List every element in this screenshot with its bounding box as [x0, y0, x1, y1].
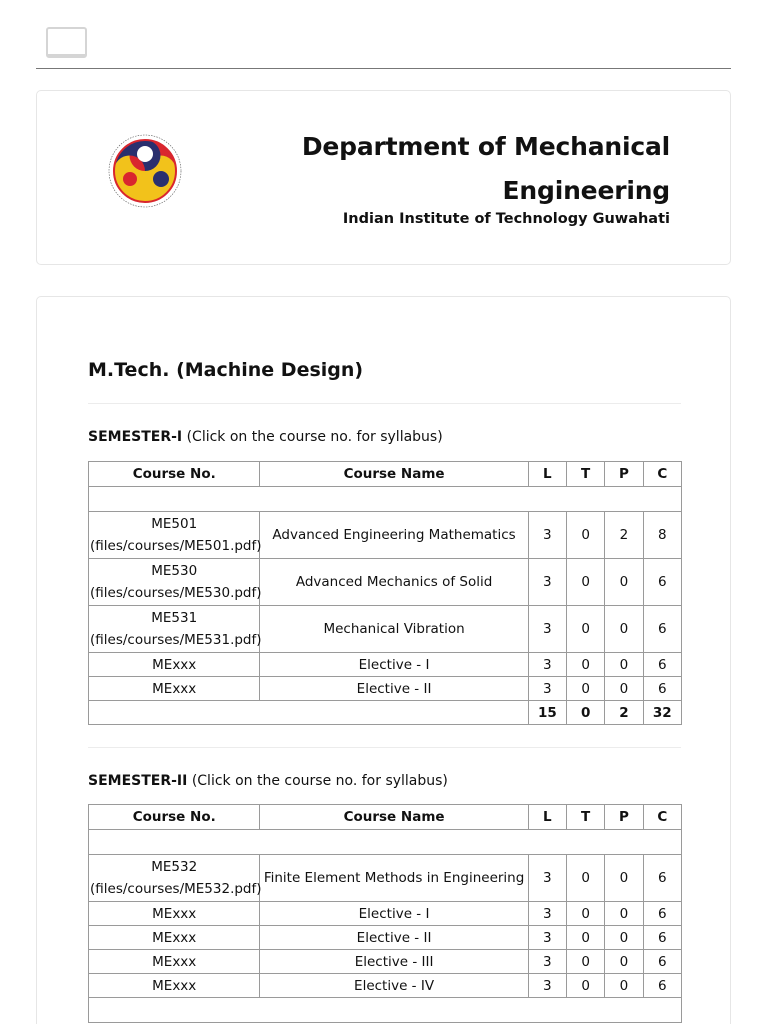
credit-cell: 6 [643, 677, 681, 701]
table-spacer-row [89, 998, 682, 1023]
semester-2-heading [88, 773, 448, 789]
course-name-cell: Advanced Engineering Mathematics [260, 512, 528, 559]
course-no-cell[interactable] [89, 559, 260, 606]
semester-2-table [88, 804, 682, 1023]
practical-cell: 0 [605, 677, 643, 701]
practical-cell: 0 [605, 606, 643, 653]
syllabus-link[interactable]: (files/courses/ME531.pdf) [90, 632, 262, 648]
course-row [89, 559, 682, 606]
course-no-cell [89, 926, 260, 950]
course-no-cell [89, 902, 260, 926]
table-header-row [89, 462, 682, 487]
tutorial-cell: 0 [567, 926, 605, 950]
credit-cell: 6 [643, 855, 681, 902]
total-lecture-cell: 15 [528, 701, 566, 725]
course-code[interactable]: ME531 [151, 610, 198, 626]
lecture-cell: 3 [528, 855, 566, 902]
tutorial-cell: 0 [567, 974, 605, 998]
course-name-cell: Elective - II [260, 926, 528, 950]
lecture-cell: 3 [528, 677, 566, 701]
lecture-cell: 3 [528, 902, 566, 926]
credit-cell: 6 [643, 926, 681, 950]
table-header-row [89, 805, 682, 830]
course-name-header: Course Name [260, 805, 528, 830]
syllabus-link[interactable]: (files/courses/ME530.pdf) [90, 585, 262, 601]
course-no-header: Course No. [89, 462, 260, 487]
header-divider [36, 68, 731, 69]
total-row [89, 701, 682, 725]
table-spacer-row [89, 830, 682, 855]
course-no-cell[interactable] [89, 512, 260, 559]
semester-1-heading [88, 429, 443, 445]
course-row [89, 902, 682, 926]
course-row [89, 677, 682, 701]
curriculum-card [36, 296, 731, 1024]
course-name-cell: Advanced Mechanics of Solid [260, 559, 528, 606]
lecture-cell: 3 [528, 559, 566, 606]
lecture-cell: 3 [528, 653, 566, 677]
lecture-cell: 3 [528, 974, 566, 998]
credit-header: C [643, 462, 681, 487]
iitg-logo-icon [95, 121, 195, 221]
course-row [89, 653, 682, 677]
tutorial-header: T [567, 462, 605, 487]
table-spacer-row [89, 487, 682, 512]
tutorial-cell: 0 [567, 606, 605, 653]
course-code: MExxx [152, 905, 197, 922]
course-row [89, 974, 682, 998]
tutorial-cell: 0 [567, 855, 605, 902]
credit-cell: 6 [643, 606, 681, 653]
course-code[interactable]: ME532 [151, 859, 198, 875]
semester-1-label: SEMESTER-I [88, 429, 183, 445]
semester-1-note: (Click on the course no. for syllabus) [186, 429, 443, 445]
tutorial-cell: 0 [567, 559, 605, 606]
institute-name: Indian Institute of Technology Guwahati [342, 211, 670, 227]
course-row [89, 950, 682, 974]
lecture-cell: 3 [528, 950, 566, 974]
course-no-header: Course No. [89, 805, 260, 830]
spacer-cell [89, 998, 682, 1023]
tutorial-cell: 0 [567, 950, 605, 974]
course-no-cell [89, 974, 260, 998]
course-no-cell [89, 653, 260, 677]
credit-header: C [643, 805, 681, 830]
total-label-cell [89, 701, 529, 725]
total-credit-cell: 32 [643, 701, 681, 725]
course-name-cell: Elective - I [260, 653, 528, 677]
credit-cell: 6 [643, 653, 681, 677]
tutorial-cell: 0 [567, 653, 605, 677]
practical-cell: 0 [605, 559, 643, 606]
practical-cell: 0 [605, 974, 643, 998]
course-name-cell: Elective - III [260, 950, 528, 974]
practical-cell: 0 [605, 653, 643, 677]
total-tutorial-cell: 0 [567, 701, 605, 725]
department-header [36, 90, 731, 265]
course-code: MExxx [152, 680, 197, 697]
course-code: MExxx [152, 656, 197, 673]
course-code[interactable]: ME501 [151, 516, 198, 532]
course-row [89, 512, 682, 559]
course-name-cell: Finite Element Methods in Engineering [260, 855, 528, 902]
course-no-cell[interactable] [89, 606, 260, 653]
course-name-cell: Elective - II [260, 677, 528, 701]
lecture-header: L [528, 805, 566, 830]
tutorial-cell: 0 [567, 677, 605, 701]
practical-cell: 0 [605, 926, 643, 950]
practical-header: P [605, 805, 643, 830]
course-code: MExxx [152, 929, 197, 946]
syllabus-link[interactable]: (files/courses/ME501.pdf) [90, 538, 262, 554]
menu-toggle-button[interactable] [46, 27, 87, 58]
lecture-header: L [528, 462, 566, 487]
credit-cell: 6 [643, 974, 681, 998]
program-title: M.Tech. (Machine Design) [88, 359, 364, 381]
practical-cell: 2 [605, 512, 643, 559]
practical-cell: 0 [605, 902, 643, 926]
department-title: Department of Mechanical Engineering [301, 132, 670, 205]
spacer-cell [89, 487, 682, 512]
section-divider [88, 747, 681, 748]
practical-cell: 0 [605, 855, 643, 902]
credit-cell: 8 [643, 512, 681, 559]
total-practical-cell: 2 [605, 701, 643, 725]
credit-cell: 6 [643, 559, 681, 606]
course-row [89, 926, 682, 950]
lecture-cell: 3 [528, 606, 566, 653]
semester-2-note: (Click on the course no. for syllabus) [191, 773, 448, 789]
practical-header: P [605, 462, 643, 487]
course-code: MExxx [152, 977, 197, 994]
semester-1-table [88, 461, 682, 725]
practical-cell: 0 [605, 950, 643, 974]
course-row [89, 855, 682, 902]
lecture-cell: 3 [528, 926, 566, 950]
tutorial-cell: 0 [567, 512, 605, 559]
section-divider [88, 403, 681, 404]
course-no-cell[interactable] [89, 855, 260, 902]
tutorial-cell: 0 [567, 902, 605, 926]
course-code: MExxx [152, 953, 197, 970]
syllabus-link[interactable]: (files/courses/ME532.pdf) [90, 881, 262, 897]
lecture-cell: 3 [528, 512, 566, 559]
course-row [89, 606, 682, 653]
spacer-cell [89, 830, 682, 855]
tutorial-header: T [567, 805, 605, 830]
credit-cell: 6 [643, 950, 681, 974]
course-no-cell [89, 950, 260, 974]
credit-cell: 6 [643, 902, 681, 926]
course-no-cell [89, 677, 260, 701]
course-name-cell: Elective - IV [260, 974, 528, 998]
course-name-cell: Mechanical Vibration [260, 606, 528, 653]
course-name-header: Course Name [260, 462, 528, 487]
course-code[interactable]: ME530 [151, 563, 198, 579]
semester-2-label: SEMESTER-II [88, 773, 188, 789]
course-name-cell: Elective - I [260, 902, 528, 926]
